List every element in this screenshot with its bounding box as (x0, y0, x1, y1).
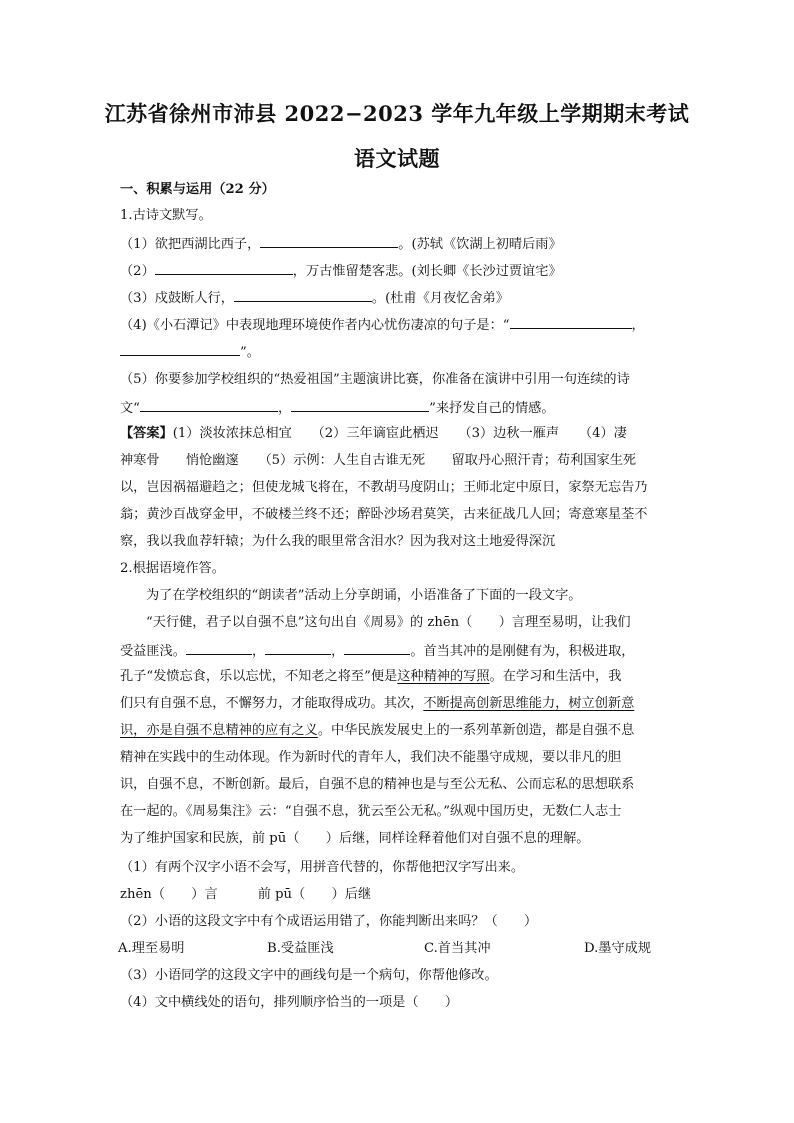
q1-item-1-pre: （1）欲把西湖比西子， (120, 237, 261, 252)
q1-item-4-cont (120, 341, 260, 363)
passage-line (120, 667, 621, 687)
answer-blank[interactable] (140, 397, 278, 412)
q1-item-2-pre: （2） (120, 264, 155, 279)
page-title: 江苏省徐州市沛县 2022−2023 学年九年级上学期期末考试 (104, 101, 690, 126)
answer-blank[interactable] (265, 640, 331, 655)
answer-blank[interactable] (291, 397, 429, 412)
q1-item-2 (120, 260, 562, 282)
passage-text: 受益匪浅。 (120, 644, 186, 659)
option-d[interactable]: D.墨守成规 (584, 941, 652, 956)
q2-sub-1: （1）有两个汉字小语不会写，用拼音代替的，你帮他把汉字写出来。 (120, 860, 525, 875)
q1-item-1-post: 。(苏轼《饮湖上初晴后雨》 (398, 237, 562, 252)
option-c[interactable]: C.首当其冲 (424, 941, 491, 956)
passage-underlined: 识，亦是自强不息精神的应有之义 (120, 723, 318, 738)
q1-item-5-pre: 文“ (120, 401, 140, 416)
answer-blank[interactable] (155, 260, 293, 275)
answer-line: 察，我以我血荐轩辕；为什么我的眼里常含泪水？因为我对这土地爱得深沉 (120, 534, 556, 549)
passage-line: 在一起的。《周易集注》云：“自强不息，犹云至公无私。”纵观中国历史，无数仁人志士 (120, 804, 622, 819)
option-a[interactable]: A.理至易明 (118, 941, 185, 956)
answer-blank[interactable] (186, 640, 252, 655)
pinyin-pu: 前 pū（ ）后继 (257, 887, 372, 902)
passage-text: ， (251, 644, 266, 659)
passage-text: 们只有自强不息，不懈努力，才能取得成功。其次， (120, 696, 424, 711)
answer-label: 【答案】 (120, 426, 173, 441)
q1-item-5-post: ”来抒发自己的情感。 (429, 401, 555, 416)
q1-item-3-post: 。(杜甫《月夜忆舍弟》 (371, 291, 509, 306)
answer-blank[interactable] (120, 341, 240, 356)
q2-intro: 为了在学校组织的“朗读者”活动上分享朗诵，小语准备了下面的一段文字。 (146, 588, 582, 603)
q2-sub-4: （4）文中横线处的语句，排列顺序恰当的一项是（ ） (120, 995, 459, 1010)
q1-item-1 (120, 233, 562, 255)
passage-underlined: 不断提高创新思维能力，树立创新意 (423, 696, 635, 711)
q1-item-4-pre: （4)《小石潭记》中表现地理环境使作者内心忧伤凄凉的句子是：“ (120, 318, 510, 333)
answer-blank[interactable] (344, 640, 410, 655)
answer-line: 以，岂因祸福避趋之；但使龙城飞将在，不教胡马度阴山；王师北定中原日，家祭无忘告乃 (120, 480, 648, 495)
page-subtitle: 语文试题 (354, 146, 440, 171)
passage-text: 。在学习和生活中，我 (489, 669, 622, 684)
passage-line: “天行健，君子以自强不息”这句出自《周易》的 zhēn（ ）言理至易明，让我们 (146, 615, 631, 630)
q1-stem: 1.古诗文默写。 (120, 208, 212, 223)
q1-item-5-mid: ， (277, 401, 292, 416)
passage-text: 。中华民族发展史上的一系列革新创造，都是自强不息 (317, 723, 635, 738)
pinyin-zhen: zhēn（ ）言 (120, 887, 218, 902)
passage-line (120, 694, 634, 714)
passage-text: 孔子“发愤忘食，乐以忘忧，不知老之将至”便是 (120, 669, 398, 684)
answer-blank[interactable] (510, 314, 632, 329)
passage-line (120, 640, 635, 662)
passage-line (120, 721, 634, 741)
option-b[interactable]: B.受益匪浅 (267, 941, 334, 956)
answer-line: 神寒骨 悄怆幽邃 （5）示例：人生自古谁无死 留取丹心照汗青；苟利国家生死 (120, 453, 637, 468)
q1-item-2-post: ，万古惟留楚客悲。(刘长卿《长沙过贾谊宅》 (292, 264, 562, 279)
q2-stem: 2.根据语境作答。 (120, 561, 225, 576)
q2-sub-3: （3）小语同学的这段文字中的画线句是一个病句，你帮他修改。 (120, 968, 498, 983)
passage-text: 。首当其冲的是刚健有为，积极进取， (410, 644, 635, 659)
passage-line: 为了维护国家和民族，前 pū（ ）后继，同样诠释着他们对自强不息的理解。 (120, 831, 590, 846)
passage-line: 识，自强不息，不断创新。最后，自强不息的精神也是与至公无私、公而忘私的思想联系 (120, 777, 635, 792)
passage-underlined: 这种精神的写照 (397, 669, 490, 684)
answer-blank[interactable] (234, 287, 372, 302)
q2-sub-2: （2）小语的这段文字中有个成语运用错了，你能判断出来吗？（ ） (120, 914, 538, 929)
passage-line: 精神在实践中的生动体现。作为新时代的青年人，我们决不能墨守成规，要以非凡的胆 (120, 750, 622, 765)
q1-item-4 (120, 314, 645, 336)
answer-line: 翁；黄沙百战穿金甲，不破楼兰终不还；醉卧沙场君莫笑，古来征战几人回；寄意寒星荃不 (120, 507, 648, 522)
q1-item-3 (120, 287, 509, 309)
answer-line (120, 424, 627, 444)
passage-text: ， (331, 644, 345, 659)
answer-text: (1）淡妆浓抹总相宜 （2）三年谪宦此栖迟 （3）边秋一雁声 （4）凄 (172, 426, 627, 441)
section-heading: 一、积累与运用（22 分） (120, 182, 275, 197)
q1-item-4-mid: ， (631, 318, 645, 333)
q1-item-4-post: ”。 (240, 345, 260, 360)
q1-item-3-pre: （3）戍鼓断人行， (120, 291, 234, 306)
answer-blank[interactable] (260, 233, 398, 248)
q2-sub-1-answers (120, 885, 371, 905)
q1-item-5: （5）你要参加学校组织的“热爱祖国”主题演讲比赛，你准备在演讲中引用一句连续的诗 (120, 372, 630, 387)
q1-item-5-cont (120, 397, 555, 419)
